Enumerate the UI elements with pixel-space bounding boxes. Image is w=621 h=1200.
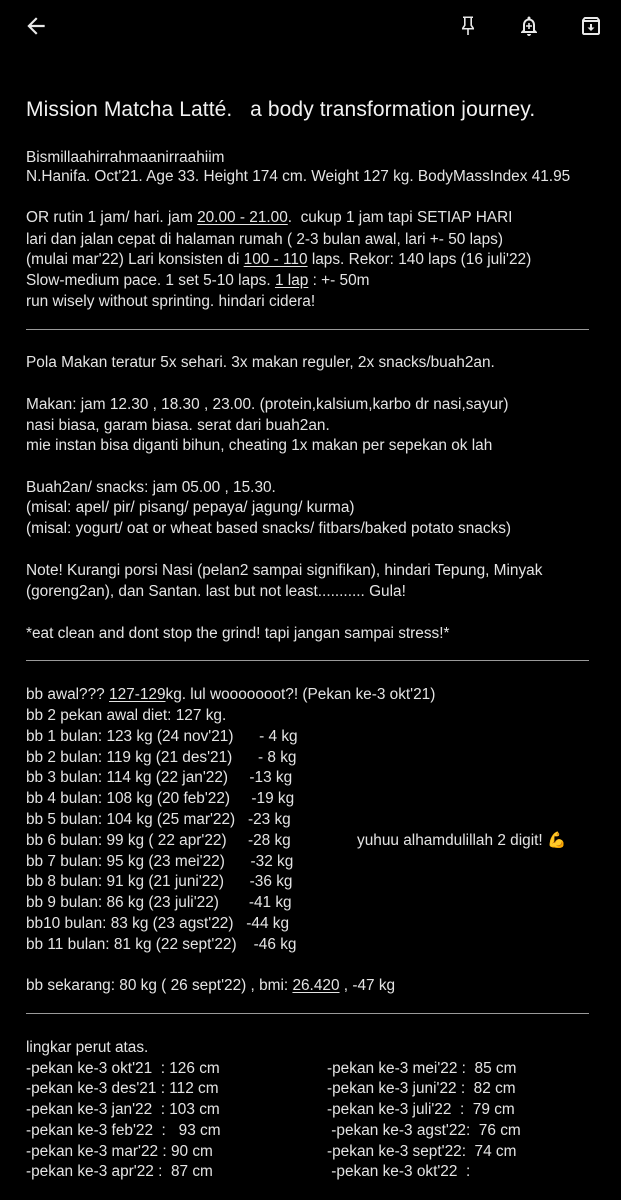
diet-makan-line: mie instan bisa diganti bihun, cheating 1x makan per sepekan ok lah [26,437,493,454]
waist-row-left: -pekan ke-3 jan'22 : 103 cm [26,1101,220,1118]
waist-row-right: -pekan ke-3 juni'22 : 82 cm [327,1080,516,1097]
pin-button[interactable] [450,8,486,44]
or-line-1: OR rutin 1 jam/ hari. jam 20.00 - 21.00. cukup 1 jam tapi SETIAP HARI [26,209,513,226]
diet-pola: Pola Makan teratur 5x sehari. 3x makan reguler, 2x snacks/buah2an. [26,354,495,371]
note-intro-line: Bismillaahirrahmaanirraahiim [26,149,225,166]
top-app-bar [0,0,621,52]
weight-month-row: bb 3 bulan: 114 kg (22 jan'22) -13 kg [26,769,293,786]
bell-plus-icon [517,14,541,38]
diet-motto: *eat clean and dont stop the grind! tapi jangan sampai stress!* [26,625,450,642]
waist-row-right: -pekan ke-3 okt'22 : [327,1163,471,1180]
weight-month-row: bb 5 bulan: 104 kg (25 mar'22) -23 kg [26,811,291,828]
divider [26,1013,589,1014]
weight-month-row: bb 9 bulan: 86 kg (23 juli'22) -41 kg [26,894,292,911]
waist-row-left: -pekan ke-3 okt'21 : 126 cm [26,1060,220,1077]
weight-2-pekan: bb 2 pekan awal diet: 127 kg. [26,707,227,724]
diet-note-line: Note! Kurangi porsi Nasi (pelan2 sampai signifikan), hindari Tepung, Minyak [26,562,543,579]
waist-row-right: -pekan ke-3 juli'22 : 79 cm [327,1101,515,1118]
waist-row-left: -pekan ke-3 mar'22 : 90 cm [26,1143,213,1160]
diet-snacks-line: Buah2an/ snacks: jam 05.00 , 15.30. [26,479,276,496]
archive-icon [579,14,603,38]
archive-button[interactable] [573,8,609,44]
weight-month-row: bb 1 bulan: 123 kg (24 nov'21) - 4 kg [26,728,298,745]
or-line-3: (mulai mar'22) Lari konsisten di 100 - 110 laps. Rekor: 140 laps (16 juli'22) [26,251,532,268]
weight-month-row: bb 11 bulan: 81 kg (22 sept'22) -46 kg [26,936,297,953]
weight-awal: bb awal??? 127-129kg. lul wooooooot?! (Pekan ke-3 okt'21) [26,686,436,703]
diet-makan-line: nasi biasa, garam biasa. serat dari buah2an. [26,417,330,434]
weight-month-row: bb 4 bulan: 108 kg (20 feb'22) -19 kg [26,790,295,807]
weight-month-row: bb 8 bulan: 91 kg (21 juni'22) -36 kg [26,873,293,890]
waist-row-left: -pekan ke-3 apr'22 : 87 cm [26,1163,213,1180]
or-line-5: run wisely without sprinting. hindari cidera! [26,293,316,310]
diet-makan-line: Makan: jam 12.30 , 18.30 , 23.00. (protein,kalsium,karbo dr nasi,sayur) [26,396,509,413]
waist-row-left: -pekan ke-3 des'21 : 112 cm [26,1080,219,1097]
diet-snacks-line: (misal: yogurt/ oat or wheat based snacks/ fitbars/baked potato snacks) [26,520,512,537]
weight-sekarang: bb sekarang: 80 kg ( 26 sept'22) , bmi: 26.420 , -47 kg [26,977,396,994]
back-button[interactable] [18,8,54,44]
diet-snacks-line: (misal: apel/ pir/ pisang/ pepaya/ jagung/ kurma) [26,499,355,516]
note-title[interactable]: Mission Matcha Latté. a body transformation journey. [26,98,536,121]
or-line-2: lari dan jalan cepat di halaman rumah ( 2-3 bulan awal, lari +- 50 laps) [26,231,503,248]
pin-icon [456,14,480,38]
waist-row-right: -pekan ke-3 agst'22: 76 cm [327,1122,521,1139]
milestone-note: yuhuu alhamdulillah 2 digit! 💪 [357,832,567,849]
or-line-4: Slow-medium pace. 1 set 5-10 laps. 1 lap : +- 50m [26,272,370,289]
weight-month-row: bb10 bulan: 83 kg (23 agst'22) -44 kg [26,915,290,932]
weight-month-row: bb 6 bulan: 99 kg ( 22 apr'22) -28 kg [26,832,291,849]
diet-note-line: (goreng2an), dan Santan. last but not least........... Gula! [26,583,406,600]
reminder-button[interactable] [511,8,547,44]
weight-month-row: bb 2 bulan: 119 kg (21 des'21) - 8 kg [26,749,297,766]
divider [26,329,589,330]
arrow-left-icon [23,13,49,39]
note-intro-line: N.Hanifa. Oct'21. Age 33. Height 174 cm. Weight 127 kg. BodyMassIndex 41.95 [26,168,571,185]
waist-heading: lingkar perut atas. [26,1039,149,1056]
waist-row-right: -pekan ke-3 mei'22 : 85 cm [327,1060,517,1077]
weight-month-row: bb 7 bulan: 95 kg (23 mei'22) -32 kg [26,853,294,870]
divider [26,660,589,661]
waist-row-left: -pekan ke-3 feb'22 : 93 cm [26,1122,221,1139]
waist-row-right: -pekan ke-3 sept'22: 74 cm [327,1143,517,1160]
